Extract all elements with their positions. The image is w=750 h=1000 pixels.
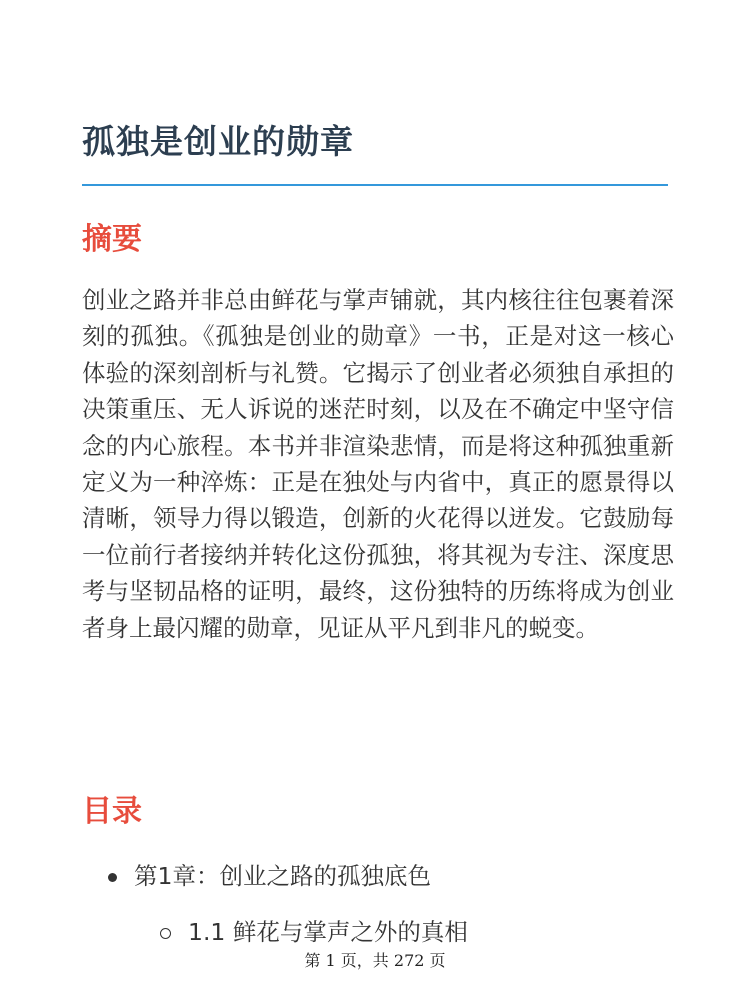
toc-item-label: 第1章：创业之路的孤独底色 [134,862,431,890]
title-divider [82,184,668,186]
toc-heading: 目录 [82,794,142,829]
bullet-circle-icon [160,928,171,939]
toc-item-section-1-1[interactable] [160,914,468,950]
abstract-paragraph: 创业之路并非总由鲜花与掌声铺就，其内核往往包裹着深刻的孤独。《孤独是创业的勋章》一书，正是对这一核心体验的深刻剖析与礼赞。它揭示了创业者必须独自承担的决策重压、无人诉说的迷茫时刻，以及在不确定中坚守信念的内心旅程。本书并非渲染悲情，而是将这种孤独重新定义为一种淬炼：正是在独处与内省中，真正的愿景得以清晰，领导力得以锻造，创新的火花得以迸发。它鼓励每一位前行者接纳并转化这份孤独，将其视为专注、深度思考与坚韧品格的证明，最终，这份独特的历练将成为创业者身上最闪耀的勋章，见证从平凡到非凡的蜕变。 [82,286,674,642]
document-title: 孤独是创业的勋章 [82,122,354,161]
toc-item-label: 1.1 鲜花与掌声之外的真相 [188,918,468,946]
page-number-footer: 第 1 页，共 272 页 [304,951,446,970]
bullet-disc-icon [108,873,117,882]
toc-item-chapter-1[interactable] [108,858,431,894]
abstract-heading: 摘要 [82,222,142,257]
